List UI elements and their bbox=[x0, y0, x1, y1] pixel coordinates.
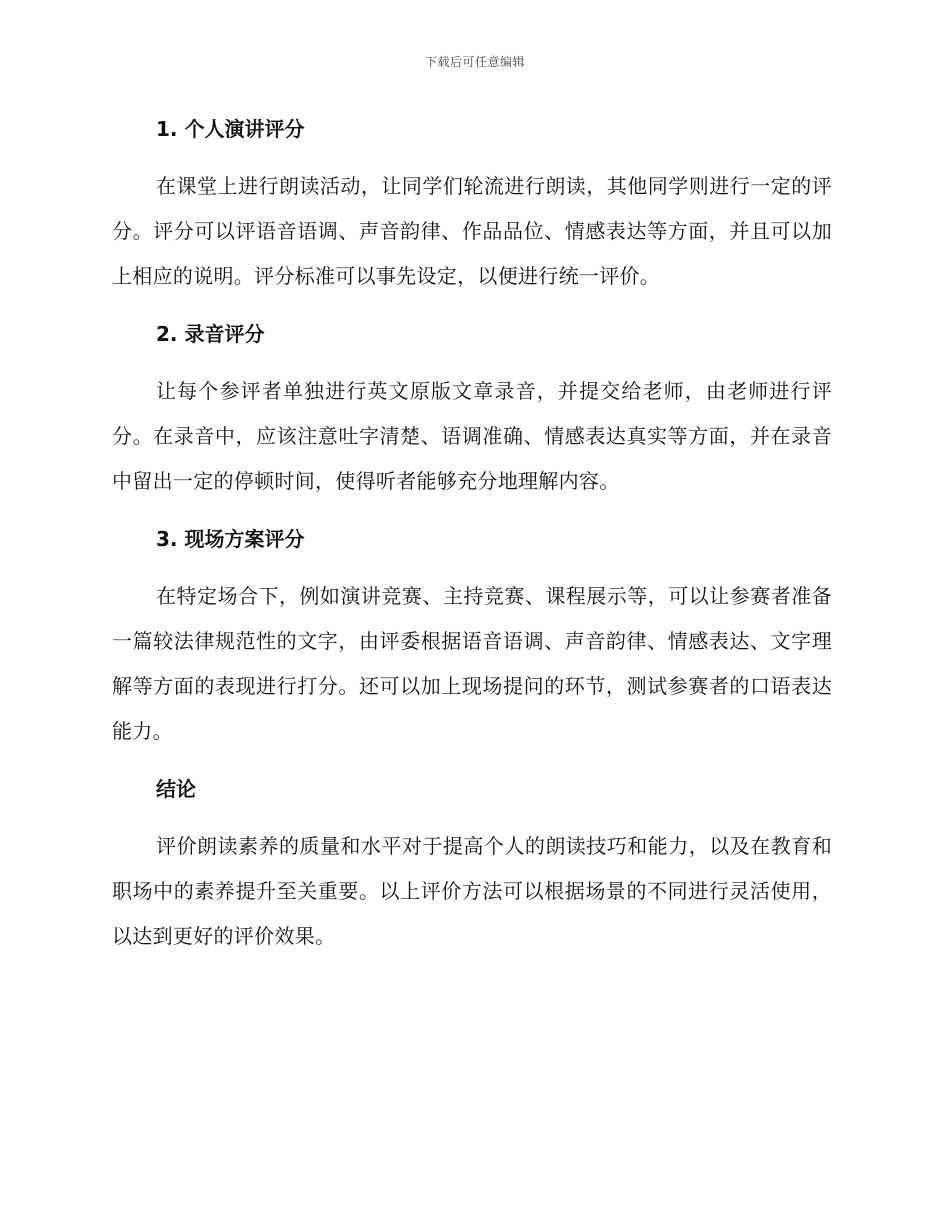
section-heading-personal-speech: 1. 个人演讲评分 bbox=[156, 117, 305, 141]
section-paragraph-personal-speech: 在课堂上进行朗读活动，让同学们轮流进行朗读，其他同学则进行一定的评分。评分可以评语音语调、声音韵律、作品品位、情感表达等方面，并且可以加上相应的说明。评分标准可以事先设定，以便进行统一评价。 bbox=[112, 174, 832, 288]
section-heading-conclusion: 结论 bbox=[156, 777, 196, 801]
section-heading-onsite: 3. 现场方案评分 bbox=[156, 527, 305, 551]
section-paragraph-conclusion: 评价朗读素养的质量和水平对于提高个人的朗读技巧和能力，以及在教育和职场中的素养提升至关重要。以上评价方法可以根据场景的不同进行灵活使用，以达到更好的评价效果。 bbox=[112, 834, 832, 948]
document-body bbox=[112, 112, 832, 959]
header-note: 下载后可任意编辑 bbox=[424, 55, 525, 69]
section-heading-recording: 2. 录音评分 bbox=[156, 322, 265, 346]
section-paragraph-onsite: 在特定场合下，例如演讲竞赛、主持竞赛、课程展示等，可以让参赛者准备一篇较法律规范性的文字，由评委根据语音语调、声音韵律、情感表达、文字理解等方面的表现进行打分。还可以加上现场提问的环节，测试参赛者的口语表达能力。 bbox=[112, 584, 832, 743]
section-paragraph-recording: 让每个参评者单独进行英文原版文章录音，并提交给老师，由老师进行评分。在录音中，应该注意吐字清楚、语调准确、情感表达真实等方面，并在录音中留出一定的停顿时间，使得听者能够充分地理解内容。 bbox=[112, 379, 832, 493]
